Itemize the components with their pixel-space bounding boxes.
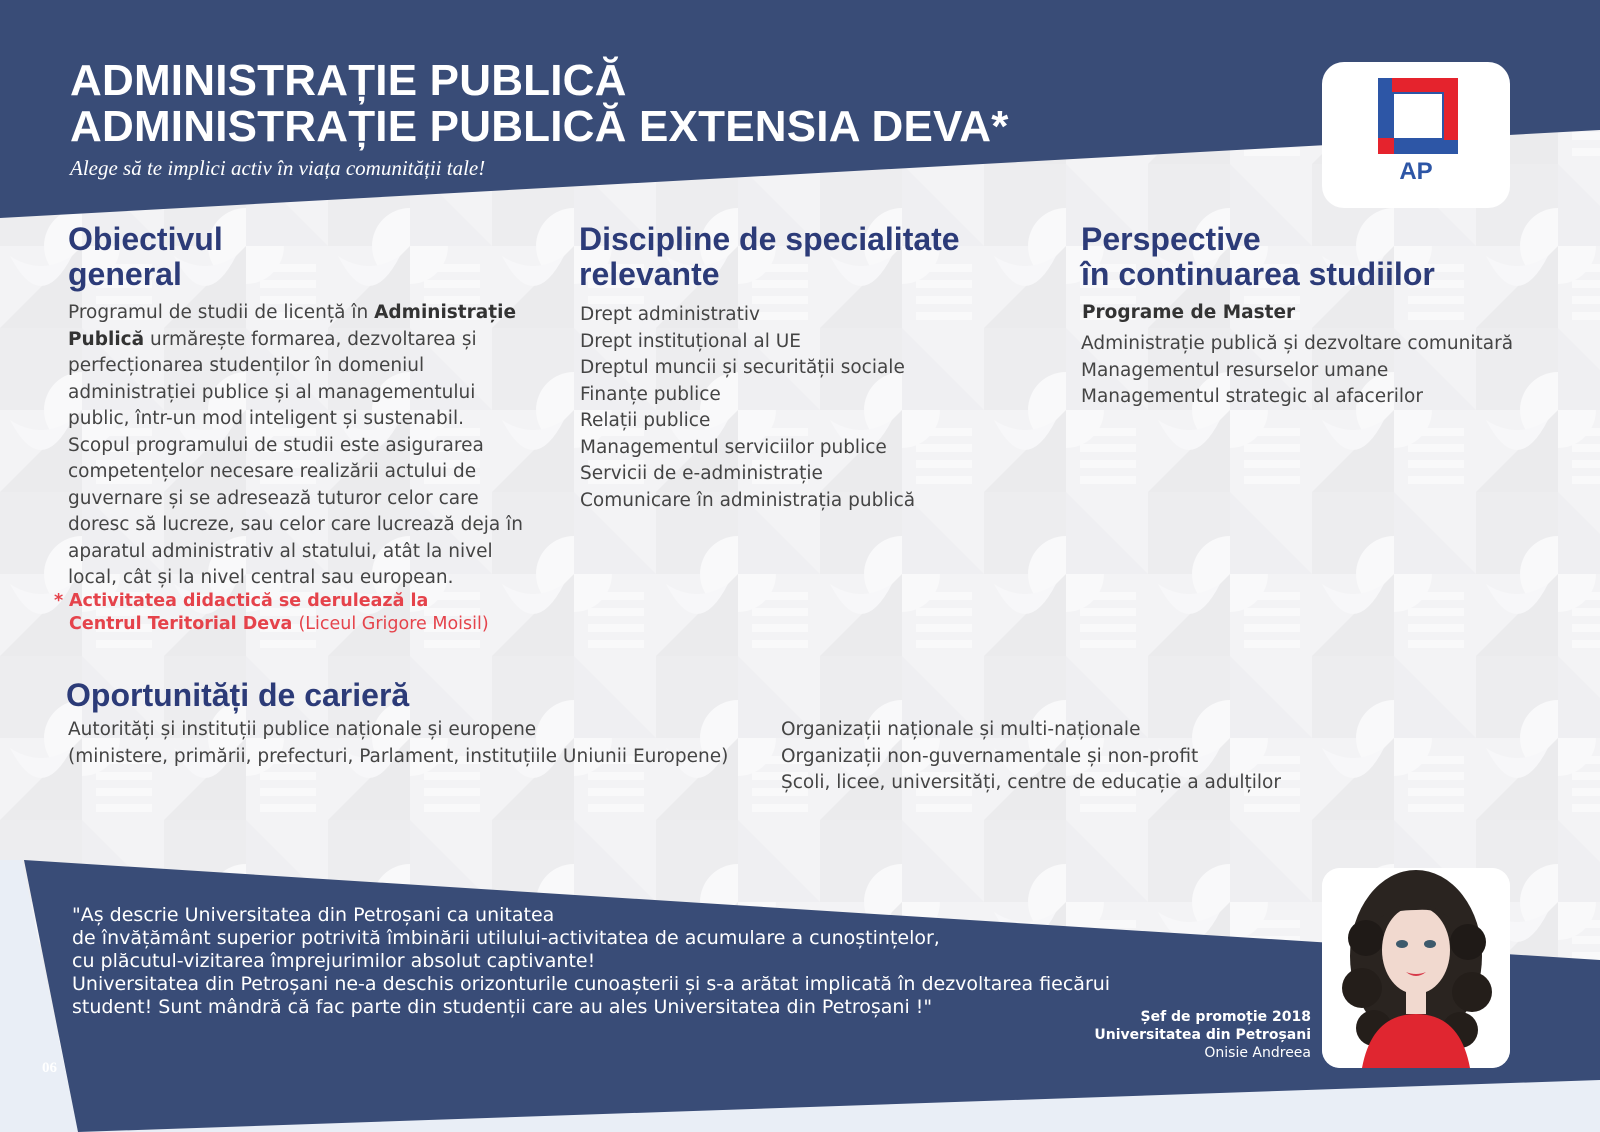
list-item: Organizații non-guvernamentale și non-profit	[781, 745, 1199, 767]
note-line-2-rest: (Liceul Grigore Moisil)	[298, 614, 489, 634]
discipline-heading-line-1: Discipline de specialitate	[579, 221, 960, 257]
quote-line: de învățământ superior potrivită îmbinării utilului-activitatea de acumulare a cunoștințelor,	[72, 927, 940, 949]
testimonial-caption	[1094, 1008, 1311, 1062]
list-item: Administrație publică și dezvoltare comunitară	[1081, 333, 1514, 354]
objectiv-heading	[68, 222, 223, 292]
list-item: Dreptul muncii și securității sociale	[580, 357, 905, 378]
ap-logo-mark-icon	[1378, 78, 1458, 154]
list-item: Drept administrativ	[580, 304, 760, 325]
page-title	[70, 58, 1009, 150]
list-item: Autorități și instituții publice naționale și europene	[68, 719, 537, 740]
objectiv-text-rest: urmărește formarea, dezvoltarea și perfecționarea studenților în domeniul administrației publice și al managementului public, într-un mod inteligent și sustenabil. Scopul programului de studii este asigurarea competențelor necesare realizării actului de guvernare și se adresează tuturor celor care doresc să lucreze, sau celor care lucrează deja în aparatul administrativ al statului, atât la nivel local, cât și la nivel central sau european.	[68, 328, 523, 588]
caption-university: Universitatea din Petroșani	[1094, 1027, 1311, 1043]
page-subtitle: Alege să te implici activ în viața comunității tale!	[70, 156, 486, 180]
student-photo	[1322, 868, 1510, 1068]
list-item: Relații publice	[580, 410, 711, 431]
perspective-heading	[1081, 222, 1435, 292]
quote-line: Universitatea din Petroșani ne-a deschis orizonturile cunoașterii și s-a arătat implicată în dezvoltarea fiecărui	[72, 973, 1111, 995]
objectiv-text-bold: Administrație Publică	[68, 302, 516, 350]
note-line-1: Activitatea didactică se derulează la	[69, 591, 429, 611]
objectiv-heading-line-2: general	[68, 256, 182, 292]
oportunitati-heading: Oportunități de carieră	[66, 677, 410, 713]
quote-line: cu plăcutul-vizitarea împrejurimilor absolut captivante!	[72, 950, 596, 972]
list-item: Drept instituțional al UE	[580, 330, 801, 352]
perspective-heading-line-2: în continuarea studiilor	[1081, 256, 1435, 292]
list-item: Managementul resurselor umane	[1081, 359, 1389, 381]
list-item: Servicii de e-administrație	[580, 463, 823, 484]
student-portrait-image	[1322, 868, 1510, 1068]
ap-logo-text: AP	[1399, 158, 1433, 185]
objectiv-heading-line-1: Obiectivul	[68, 221, 223, 257]
list-item: Organizații naționale și multi-naționale	[781, 719, 1141, 740]
testimonial-quote	[72, 904, 1111, 1019]
list-item: Finanțe publice	[580, 383, 721, 405]
caption-role: Șef de promoție 2018	[1140, 1009, 1311, 1025]
note-asterisk: *	[54, 591, 64, 611]
list-item: Managementul serviciilor publice	[580, 436, 887, 458]
caption-name: Onisie Andreea	[1204, 1045, 1311, 1061]
quote-line: "Aș descrie Universitatea din Petroșani ca unitatea	[72, 904, 555, 926]
discipline-list	[580, 302, 915, 514]
list-item: (ministere, primării, prefecturi, Parlament, instituțiile Uniunii Europene)	[68, 745, 729, 767]
page-number: 06	[42, 1060, 57, 1076]
perspective-heading-line-1: Perspective	[1081, 221, 1261, 257]
list-item: Managementul strategic al afacerilor	[1081, 386, 1423, 407]
quote-line: student! Sunt mândră că fac parte din studenții care au ales Universitatea din Petroșani !"	[72, 996, 933, 1018]
career-list-left	[68, 717, 728, 770]
ap-logo	[1322, 62, 1510, 208]
title-line-1: ADMINISTRAȚIE PUBLICĂ	[70, 56, 627, 105]
note-line-2: Centrul Teritorial Deva	[69, 614, 293, 634]
list-item: Școli, licee, universități, centre de educație a adulților	[781, 772, 1281, 793]
objectiv-paragraph	[68, 300, 528, 592]
master-programs-list	[1081, 331, 1513, 411]
master-subheading: Programe de Master	[1082, 302, 1296, 323]
discipline-heading	[579, 222, 960, 292]
career-list-right	[781, 717, 1281, 797]
deva-note	[54, 590, 489, 636]
discipline-heading-line-2: relevante	[579, 256, 720, 292]
list-item: Comunicare în administrația publică	[580, 489, 916, 511]
objectiv-text-intro: Programul de studii de licență în	[68, 302, 375, 323]
title-line-2: ADMINISTRAȚIE PUBLICĂ EXTENSIA DEVA*	[70, 102, 1009, 151]
